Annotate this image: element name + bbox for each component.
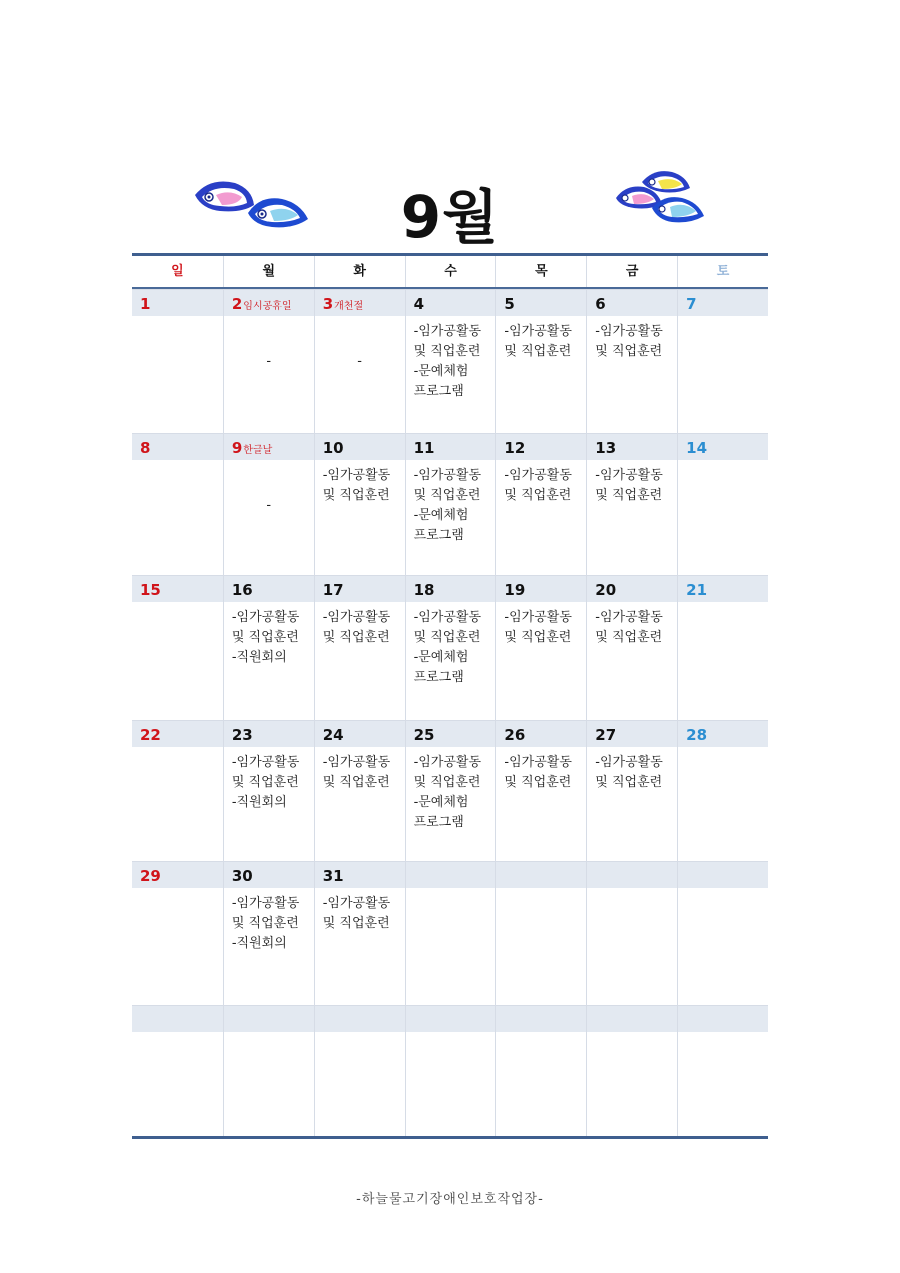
date-cell <box>405 1006 496 1032</box>
date-number: 19 <box>504 581 526 599</box>
date-cell <box>405 721 496 747</box>
day-schedule: -임가공활동 및 직업훈련 <box>586 602 677 720</box>
day-schedule: -임가공활동 및 직업훈련 <box>314 460 405 575</box>
date-number: 31 <box>322 867 344 885</box>
date-cell <box>132 290 223 316</box>
date-number: 22 <box>140 726 161 744</box>
date-number: 30 <box>231 867 253 885</box>
holiday-label: 임시공휴일 <box>243 301 292 312</box>
date-number: 28 <box>686 726 708 744</box>
day-schedule <box>677 316 768 433</box>
dow-saturday: 토 <box>677 256 768 287</box>
date-cell <box>677 576 768 602</box>
day-schedule: -임가공활동 및 직업훈련 <box>314 747 405 861</box>
date-number: 14 <box>686 439 708 457</box>
date-row <box>132 290 768 316</box>
day-schedule <box>132 888 223 1005</box>
day-schedule <box>132 602 223 720</box>
date-cell <box>586 862 677 888</box>
date-cell <box>314 434 405 460</box>
date-cell <box>314 290 405 316</box>
date-cell <box>405 434 496 460</box>
day-schedule <box>223 1032 314 1136</box>
content-row <box>132 888 768 1005</box>
month-title: 9월 <box>400 183 500 251</box>
holiday-label: 한글날 <box>243 445 273 456</box>
no-schedule-dash: - <box>357 354 362 369</box>
day-schedule <box>586 888 677 1005</box>
date-cell <box>495 290 586 316</box>
date-cell <box>586 1006 677 1032</box>
no-schedule-dash: - <box>266 354 272 369</box>
date-number: 23 <box>231 726 253 744</box>
date-cell <box>495 434 586 460</box>
calendar-week <box>132 575 768 720</box>
day-schedule <box>223 316 314 433</box>
day-schedule: -임가공활동 및 직업훈련 <box>586 747 677 861</box>
date-number: 20 <box>595 581 617 599</box>
date-number: 8 <box>140 439 151 457</box>
date-cell <box>223 576 314 602</box>
date-cell <box>495 1006 586 1032</box>
dow-monday: 월 <box>223 256 314 287</box>
date-cell <box>677 434 768 460</box>
date-cell <box>586 721 677 747</box>
date-number: 15 <box>140 581 161 599</box>
date-cell <box>677 1006 768 1032</box>
date-number: 10 <box>322 439 344 457</box>
date-cell <box>223 862 314 888</box>
day-schedule: -임가공활동 및 직업훈련 <box>495 460 586 575</box>
date-number: 13 <box>595 439 617 457</box>
date-row <box>132 721 768 747</box>
date-cell <box>405 862 496 888</box>
date-number: 17 <box>322 581 344 599</box>
day-schedule <box>314 316 405 433</box>
content-row <box>132 1032 768 1136</box>
date-number: 18 <box>413 581 435 599</box>
date-number: 21 <box>686 581 708 599</box>
day-schedule <box>677 602 768 720</box>
date-cell <box>495 721 586 747</box>
day-schedule <box>132 460 223 575</box>
day-schedule: -임가공활동 및 직업훈련 -직원회의 <box>223 888 314 1005</box>
date-number: 4 <box>413 295 424 313</box>
date-number: 5 <box>504 295 515 313</box>
content-row <box>132 747 768 861</box>
date-number: 27 <box>595 726 617 744</box>
day-schedule <box>405 1032 496 1136</box>
date-cell <box>314 576 405 602</box>
footer-organization: -하늘물고기장애인보호작업장- <box>356 1192 544 1207</box>
date-number: 25 <box>413 726 435 744</box>
date-cell <box>677 721 768 747</box>
date-number: 26 <box>504 726 526 744</box>
day-of-week-header <box>132 256 768 289</box>
content-row <box>132 316 768 433</box>
day-schedule <box>132 1032 223 1136</box>
date-cell <box>223 434 314 460</box>
day-schedule <box>132 747 223 861</box>
no-schedule-dash: - <box>266 498 272 513</box>
date-cell <box>314 862 405 888</box>
day-schedule: -임가공활동 및 직업훈련 <box>495 747 586 861</box>
date-cell <box>223 721 314 747</box>
day-schedule <box>677 888 768 1005</box>
day-schedule: -임가공활동 및 직업훈련 -문예체험 프로그램 <box>405 602 496 720</box>
calendar-header <box>0 160 900 250</box>
date-number: 11 <box>413 439 435 457</box>
day-schedule: -임가공활동 및 직업훈련 <box>586 460 677 575</box>
date-cell <box>132 721 223 747</box>
day-schedule: -임가공활동 및 직업훈련 <box>314 888 405 1005</box>
dow-sunday: 일 <box>171 264 184 279</box>
day-schedule <box>314 1032 405 1136</box>
date-number: 6 <box>595 295 606 313</box>
date-number: 12 <box>504 439 526 457</box>
content-row <box>132 602 768 720</box>
day-schedule: -임가공활동 및 직업훈련 -직원회의 <box>223 747 314 861</box>
day-schedule <box>677 747 768 861</box>
date-cell <box>495 576 586 602</box>
content-row <box>132 460 768 575</box>
date-number: 3 <box>322 295 334 313</box>
calendar-week <box>132 861 768 1005</box>
day-schedule <box>586 1032 677 1136</box>
calendar-week <box>132 433 768 575</box>
date-cell <box>586 434 677 460</box>
date-cell <box>586 576 677 602</box>
day-schedule: -임가공활동 및 직업훈련 <box>495 316 586 433</box>
dow-wednesday: 수 <box>405 256 496 287</box>
date-cell <box>132 862 223 888</box>
day-schedule: -임가공활동 및 직업훈련 -직원회의 <box>223 602 314 720</box>
date-row <box>132 434 768 460</box>
day-schedule <box>223 460 314 575</box>
day-schedule <box>495 888 586 1005</box>
date-cell <box>314 721 405 747</box>
date-cell <box>495 862 586 888</box>
date-number: 16 <box>231 581 253 599</box>
day-schedule: -임가공활동 및 직업훈련 <box>495 602 586 720</box>
date-number: 1 <box>140 295 151 313</box>
date-cell <box>586 290 677 316</box>
calendar-week <box>132 720 768 861</box>
day-schedule: -임가공활동 및 직업훈련 <box>314 602 405 720</box>
calendar-weeks <box>132 289 768 1136</box>
date-number: 7 <box>686 295 697 313</box>
date-row <box>132 862 768 888</box>
date-cell <box>677 290 768 316</box>
date-cell <box>223 1006 314 1032</box>
day-schedule: -임가공활동 및 직업훈련 -문예체험 프로그램 <box>405 460 496 575</box>
date-cell <box>132 576 223 602</box>
month-calendar <box>132 253 768 1139</box>
calendar-week <box>132 289 768 433</box>
day-schedule: -임가공활동 및 직업훈련 <box>586 316 677 433</box>
date-cell <box>132 434 223 460</box>
day-schedule <box>495 1032 586 1136</box>
day-schedule <box>405 888 496 1005</box>
dow-friday: 금 <box>586 256 677 287</box>
date-cell <box>132 1006 223 1032</box>
date-number: 29 <box>140 867 161 885</box>
day-schedule: -임가공활동 및 직업훈련 -문예체험 프로그램 <box>405 747 496 861</box>
date-cell <box>405 290 496 316</box>
date-row <box>132 576 768 602</box>
day-schedule <box>677 460 768 575</box>
date-row <box>132 1006 768 1032</box>
date-cell <box>314 1006 405 1032</box>
date-cell <box>405 576 496 602</box>
day-schedule <box>132 316 223 433</box>
day-schedule <box>677 1032 768 1136</box>
holiday-label: 개천절 <box>334 301 364 312</box>
fish-trio-icon <box>612 168 707 228</box>
date-cell <box>677 862 768 888</box>
date-number: 2 <box>231 295 243 313</box>
date-number: 24 <box>322 726 344 744</box>
date-cell <box>223 290 314 316</box>
dow-thursday: 목 <box>495 256 586 287</box>
dow-tuesday: 화 <box>314 256 405 287</box>
day-schedule: -임가공활동 및 직업훈련 -문예체험 프로그램 <box>405 316 496 433</box>
date-number: 9 <box>231 439 243 457</box>
calendar-week <box>132 1005 768 1136</box>
